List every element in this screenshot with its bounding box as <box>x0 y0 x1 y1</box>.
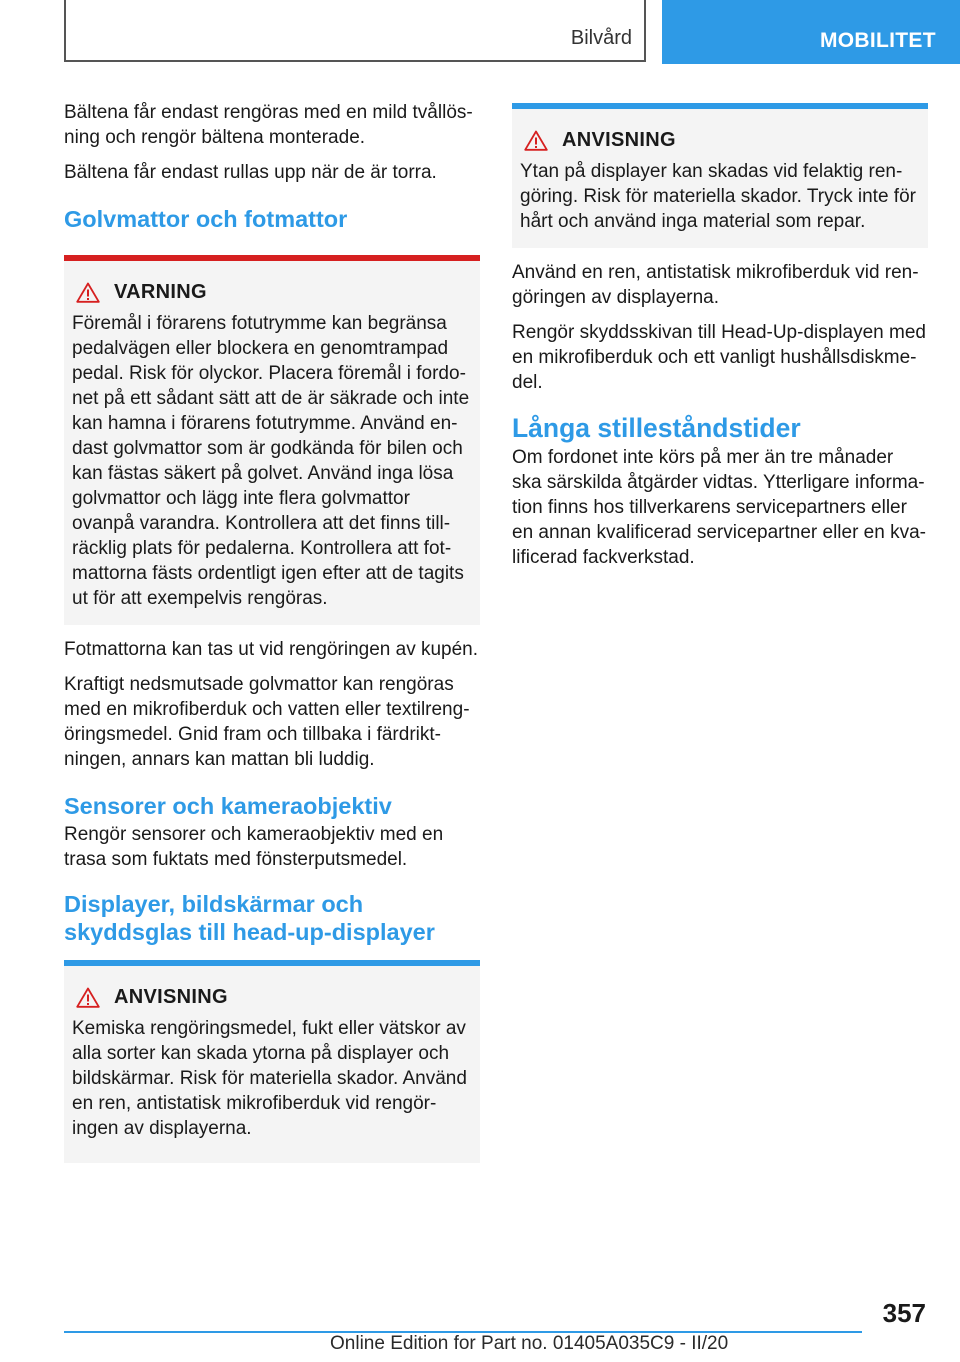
mats-paragraph-1: Fotmattorna kan tas ut vid rengöringen av kupén. <box>64 639 479 660</box>
heading-floor-mats: Golvmattor och fotmattor <box>64 206 348 232</box>
heading-long-storage: Långa stilleståndstider <box>512 413 801 443</box>
warning-title: VARNING <box>114 280 207 303</box>
belt-paragraph-1: Bältena får endast rengöras med en mild tvållösning och rengör bältena monterade. <box>64 102 473 148</box>
page-number: 357 <box>882 1298 926 1328</box>
mats-paragraph-2: Kraftigt nedsmutsade golvmattor kan rengöras med en mikrofiberduk och vatten eller textilrengöringsmedel. Gnid fram och tillbaka i färdriktningen, annars kan mattan bli luddig. <box>64 674 470 770</box>
displays-paragraph-2: Rengör skyddsskivan till Head-Up-displayen med en mikrofiberduk och ett vanligt hushållsdiskmedel. <box>512 322 926 393</box>
notice-title: ANVISNING <box>562 128 676 151</box>
page-header <box>0 0 960 66</box>
section-box <box>64 0 646 62</box>
warning-triangle-icon <box>76 987 100 1008</box>
notice-title: ANVISNING <box>114 985 228 1008</box>
right-column <box>512 103 928 580</box>
warning-triangle-icon <box>524 130 548 151</box>
chapter-title: MOBILITET <box>820 29 936 52</box>
section-title: Bilvård <box>570 27 632 49</box>
belt-paragraph-2: Bältena får endast rullas upp när de är torra. <box>64 162 437 183</box>
warning-text: Föremål i förarens fotutrymme kan begränsa pedalvägen eller blockera en genomtrampad pedal. Risk för olyckor. Placera föremål i fordonet på ett sådant sätt att de är säkrade och inte kan hamna i förarens fotutrymme. Använd endast golvmattor som är godkända för bilen och kan fästas säkert på golvet. Använd inga lösa golvmattor och lägg inte flera golvmattor ovanpå varandra. Kontrollera att det finns tillräcklig plats för pedalerna. Kontrollera att fotmattorna fästs ordentligt igen efter att de tagits ut för att exempelvis rengöras. <box>72 313 470 609</box>
footer-edition: Online Edition for Part no. 01405A035C9 - II/20 <box>330 1333 729 1354</box>
notice-text: Ytan på displayer kan skadas vid felaktig rengöring. Risk för materiella skador. Tryck inte för hårt och använd inga material som repar. <box>520 161 916 232</box>
notice-header <box>72 984 472 1010</box>
notice-box-display-surface <box>512 103 928 248</box>
heading-sensors: Sensorer och kameraobjektiv <box>64 793 392 819</box>
notice-text: Kemiska rengöringsmedel, fukt eller vätskor av alla sorter kan skada ytorna på displayer och bildskärmar. Risk för materiella skador. Använd en ren, antistatisk mikrofiberduk vid rengöringen av displayerna. <box>72 1018 467 1139</box>
heading-displays: Displayer, bildskärmar och skyddsglas till head-up-displayer <box>64 891 435 945</box>
left-column <box>64 100 480 1163</box>
notice-box-displays <box>64 960 480 1163</box>
chapter-tab <box>662 0 960 64</box>
displays-paragraph-1: Använd en ren, antistatisk mikrofiberduk vid rengöringen av displayerna. <box>512 262 919 308</box>
sensors-paragraph: Rengör sensorer och kameraobjektiv med en trasa som fuktats med fönsterputsmedel. <box>64 824 444 870</box>
warning-triangle-icon <box>76 282 100 303</box>
storage-paragraph: Om fordonet inte körs på mer än tre månader ska särskilda åtgärder vidtas. Ytterligare information finns hos tillverkarens servicepartners eller en annan kvalificerad servicepartner eller en kvalificerad fackverkstad. <box>512 447 926 568</box>
warning-box-floor-mats <box>64 255 480 625</box>
notice-header <box>520 127 920 153</box>
warning-header <box>72 279 472 305</box>
